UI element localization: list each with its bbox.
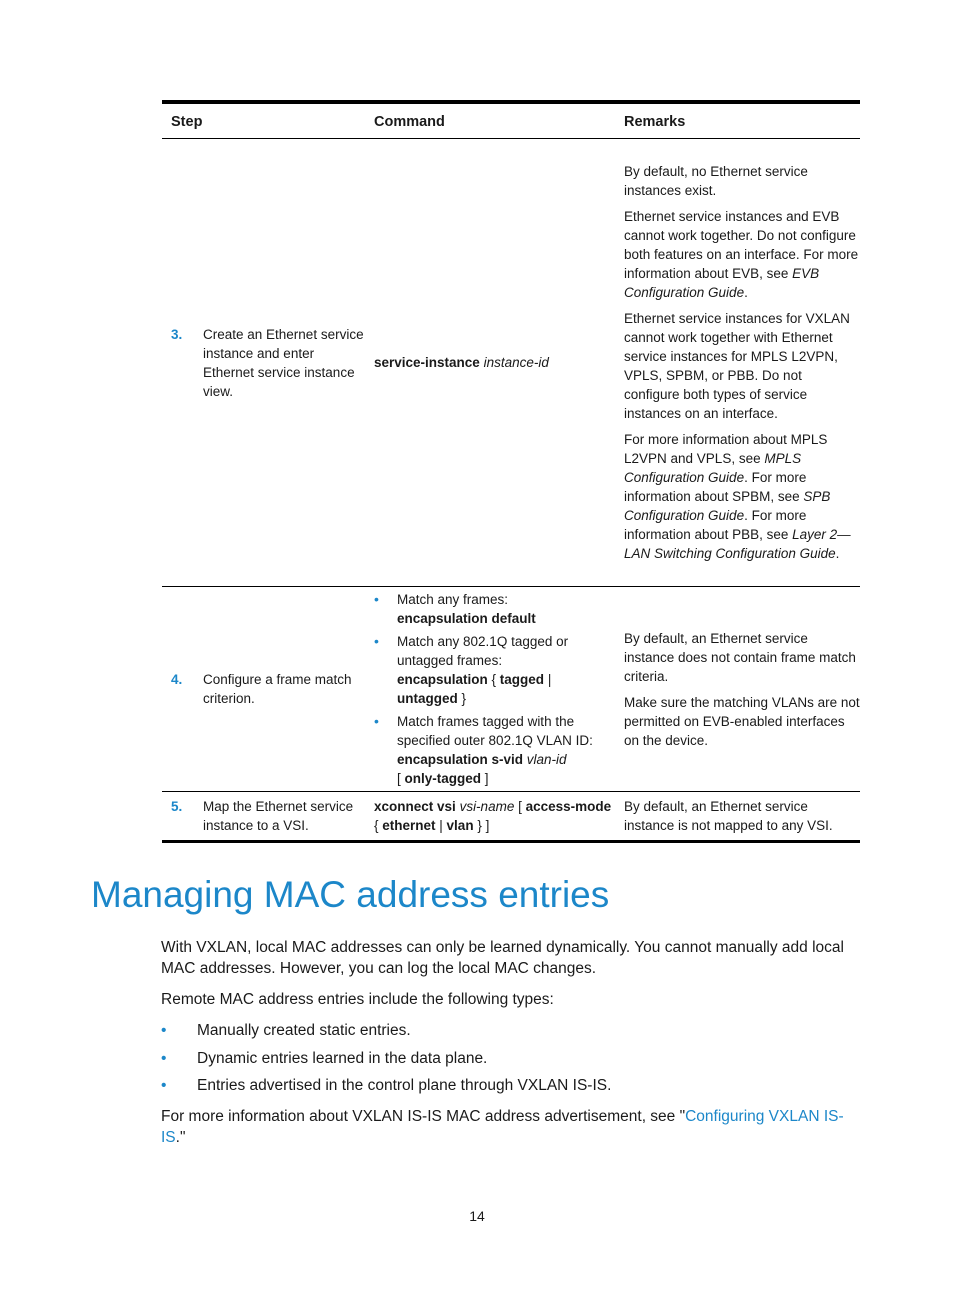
paragraph: For more information about VXLAN IS-IS MAC address advertisement, see "Configuring VXLAN IS-IS." [161, 1108, 844, 1146]
command-cell [374, 139, 624, 587]
command-options-list [374, 590, 624, 788]
remarks-cell [624, 139, 860, 587]
table-row [162, 139, 860, 587]
command-cell: xconnect vsi vsi-name [ access-mode { ethernet | vlan } ] [374, 799, 612, 833]
configuration-steps-table [162, 100, 860, 843]
step-number: 3. [171, 326, 183, 342]
header-command: Command [374, 113, 445, 130]
section-body [161, 937, 866, 1158]
command-argument: instance-id [483, 355, 549, 370]
list-item: • Manually created static entries. [161, 1020, 866, 1041]
section-title: Managing MAC address entries [91, 874, 610, 915]
remark-text: By default, no Ethernet service instances exist. [624, 164, 808, 198]
step-description: Configure a frame match criterion. [203, 672, 352, 706]
remark-text: By default, an Ethernet service instance does not contain frame match criteria. [624, 630, 856, 684]
command-cell [374, 587, 624, 792]
list-item: • Entries advertised in the control plane through VXLAN IS-IS. [161, 1075, 866, 1096]
remark-text: Ethernet service instances and EVB cannot work together. Do not configure both features on an interface. For more information about EVB, see EVB Configuration Guide. [624, 209, 859, 300]
configuring-vxlan-isis-link[interactable]: Configuring VXLAN IS-IS [161, 1108, 844, 1146]
step-description: Create an Ethernet service instance and enter Ethernet service instance view. [203, 326, 364, 399]
paragraph: With VXLAN, local MAC addresses can only be learned dynamically. You cannot manually add local MAC addresses. However, you can log the local MAC changes. [161, 939, 844, 977]
table-row [162, 792, 860, 842]
remarks-cell: By default, an Ethernet service instance is not mapped to any VSI. [624, 799, 833, 833]
table-row [162, 587, 860, 792]
entry-types-list [161, 1020, 866, 1096]
remark-text: Ethernet service instances for VXLAN cannot work together with Ethernet service instances for MPLS L2VPN, VPLS, SPBM, or PBB. Do not configure both types of service instances on an interface. [624, 311, 850, 421]
list-item: • Dynamic entries learned in the data plane. [161, 1048, 866, 1069]
table-header-row [162, 102, 860, 139]
command-keyword: service-instance [374, 355, 480, 370]
step-description: Map the Ethernet service instance to a VSI. [203, 799, 354, 833]
remark-text: For more information about MPLS L2VPN and VPLS, see MPLS Configuration Guide. For more information about SPBM, see SPB Configuration Guide. For more information about PBB, see Layer 2—LAN Switching Configuration Guide. [624, 432, 851, 561]
list-item: • Match any 802.1Q tagged or untagged frames: encapsulation { tagged | untagged } [374, 632, 624, 708]
remarks-cell [624, 587, 860, 792]
paragraph: Remote MAC address entries include the following types: [161, 991, 554, 1008]
header-step: Step [171, 113, 203, 130]
step-number: 4. [171, 672, 183, 687]
header-remarks: Remarks [624, 113, 686, 130]
step-number: 5. [171, 799, 183, 814]
remark-text: Make sure the matching VLANs are not permitted on EVB-enabled interfaces on the device. [624, 694, 860, 748]
list-item: • Match any frames: encapsulation default [374, 590, 624, 628]
page-number: 14 [469, 1208, 485, 1224]
list-item: • Match frames tagged with the specified outer 802.1Q VLAN ID: encapsulation s-vid vlan-id [ only-tagged ] [374, 712, 624, 788]
